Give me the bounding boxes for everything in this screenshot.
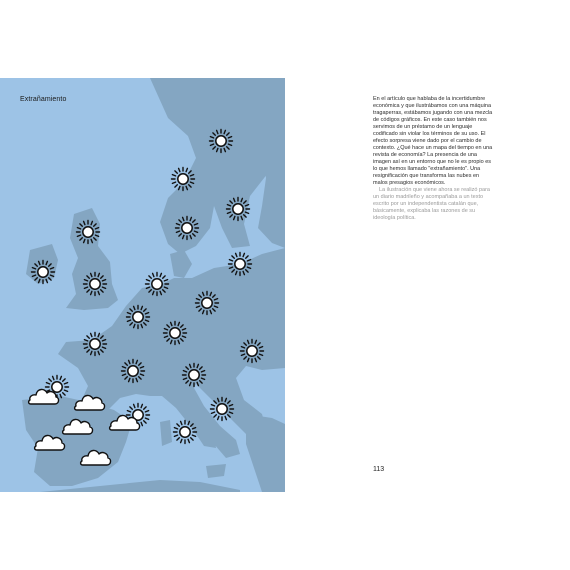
sun-icon (84, 273, 107, 296)
sun-icon (229, 253, 252, 276)
body-paragraph-secondary: La ilustración que viene ahora se realizó para un diario madrileño y acompañaba a un texto escrito por un independentista catalán que, básicamente, explicaba las razones de su ideología política. (373, 187, 490, 221)
sun-icon (241, 340, 264, 363)
sardinia-landmass (160, 420, 172, 446)
sun-icon (127, 306, 150, 329)
sun-icon (172, 168, 195, 191)
sun-icon (210, 130, 233, 153)
sun-icon (176, 217, 199, 240)
sun-icon (32, 261, 55, 284)
weather-map-illustration (0, 78, 285, 492)
sun-icon (183, 364, 206, 387)
body-paragraph: En el artículo que hablaba de la incertidumbre económica y que ilustrábamos con una máquina tragaperras, estábamos jugando con una mezcla de códigos gráficos. En este caso también nos servimos de un préstamo de un lenguaje codificado sin violar los términos de su uso. El efecto sorpresa viene dado por el cambio de contexto. ¿Qué hace un mapa del tiempo en una revista de economía? La presencia de una imagen así en un entorno que no le es propio es lo que hemos llamado "extrañamiento". Una resignificación que transforma las nubes en malos presagios económicos. (373, 96, 493, 186)
sun-icon (77, 221, 100, 244)
denmark-landmass (170, 250, 192, 278)
sun-icon (146, 273, 169, 296)
sun-icon (174, 421, 197, 444)
balkans-landmass (246, 414, 285, 492)
text-column (373, 96, 493, 222)
sun-icon (227, 198, 250, 221)
sun-icon (211, 398, 234, 421)
section-label: Extrañamiento (20, 96, 67, 103)
sicily-landmass (206, 464, 226, 478)
sun-icon (196, 292, 219, 315)
europe-map (0, 78, 285, 492)
ireland-landmass (26, 244, 58, 284)
sun-icon (84, 333, 107, 356)
sun-icon (164, 322, 187, 345)
page-number: 113 (373, 466, 385, 473)
sun-icon (122, 360, 145, 383)
